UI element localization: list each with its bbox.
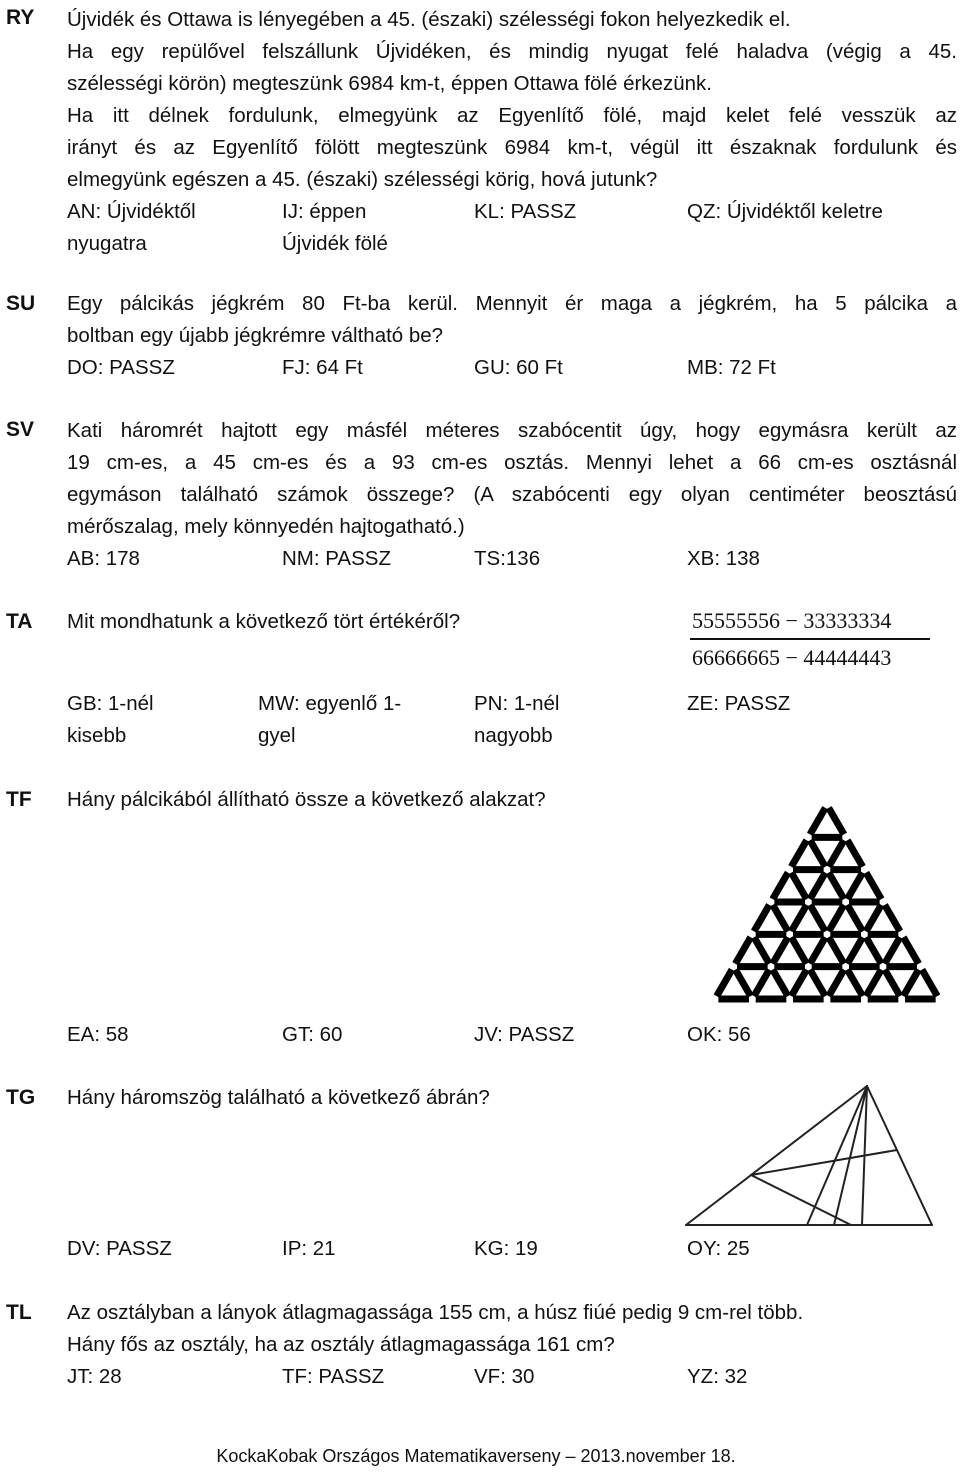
answer-option-jv: JV: PASSZ <box>474 1023 575 1046</box>
question-text-line: boltban egy újabb jégkrémre váltható be? <box>67 324 444 347</box>
answer-option-gb: GB: 1-nél <box>67 692 154 715</box>
question-text-line: Hány háromszög található a következő ábrán? <box>67 1086 490 1109</box>
answer-option-do: DO: PASSZ <box>67 356 175 379</box>
answer-option-jt: JT: 28 <box>67 1365 122 1388</box>
question-text-line: szélességi körön) megteszünk 6984 km-t, éppen Ottawa fölé érkezünk. <box>67 72 712 95</box>
question-code-tg: TG <box>6 1086 36 1109</box>
question-code-tf: TF <box>6 788 32 811</box>
fraction-denominator: 66666665 − 44444443 <box>692 645 892 670</box>
answer-option-an-cont: nyugatra <box>67 232 147 255</box>
answer-option-nm: NM: PASSZ <box>282 547 391 570</box>
answer-option-xb: XB: 138 <box>687 547 760 570</box>
question-code-ry: RY <box>6 6 35 29</box>
fraction-numerator: 55555556 − 33333334 <box>692 608 892 633</box>
answer-option-ij-cont: Újvidék fölé <box>282 232 388 255</box>
answer-option-pn: PN: 1-nél <box>474 692 560 715</box>
question-text-line: Újvidék és Ottawa is lényegében a 45. (északi) szélességi fokon helyezkedik el. <box>67 8 791 31</box>
question-code-ta: TA <box>6 610 33 633</box>
answer-option-qz: QZ: Újvidéktől keletre <box>687 200 883 223</box>
answer-option-mw-cont: gyel <box>258 724 296 747</box>
figure-line <box>807 1086 867 1225</box>
answer-option-dv: DV: PASSZ <box>67 1237 172 1260</box>
question-text-line: elmegyünk egészen a 45. (északi) szélességi körig, hová jutunk? <box>67 168 658 191</box>
answer-option-ok: OK: 56 <box>687 1023 751 1046</box>
answer-option-gu: GU: 60 Ft <box>474 356 563 379</box>
answer-option-pn-cont: nagyobb <box>474 724 553 747</box>
answer-option-mw: MW: egyenlő 1- <box>258 692 402 715</box>
answer-option-kg: KG: 19 <box>474 1237 538 1260</box>
question-text-line: 19 cm-es, a 45 cm-es és a 93 cm-es osztás. Mennyi lehet a 66 cm-es osztásnál <box>67 451 957 474</box>
figure-line <box>751 1175 851 1225</box>
question-text-line: Az osztályban a lányok átlagmagassága 155 cm, a húsz fiúé pedig 9 cm-rel több. <box>67 1301 804 1324</box>
question-text-line: Kati háromrét hajtott egy másfél méteres szabócentit úgy, hogy egymásra került az <box>67 419 957 442</box>
question-text-line: egymáson található számok összege? (A szabócenti egy olyan centiméter beosztású <box>67 483 957 506</box>
answer-option-fj: FJ: 64 Ft <box>282 356 363 379</box>
answer-option-gt: GT: 60 <box>282 1023 343 1046</box>
answer-option-tf: TF: PASSZ <box>282 1365 385 1388</box>
page-footer: KockaKobak Országos Matematikaverseny – 2013.november 18. <box>216 1446 736 1466</box>
question-text-line: Ha itt délnek fordulunk, elmegyünk az Egyenlítő fölé, majd kelet felé vesszük az <box>67 104 957 127</box>
answer-option-oy: OY: 25 <box>687 1237 750 1260</box>
question-text-line: mérőszalag, mely könnyedén hajtogatható.) <box>67 515 465 538</box>
question-text-line: irányt és az Egyenlítő fölött megteszünk 6984 km-t, végül itt északnak fordulunk és <box>67 136 957 159</box>
answer-option-ab: AB: 178 <box>67 547 140 570</box>
question-code-tl: TL <box>6 1301 32 1324</box>
figure-line <box>867 1086 932 1225</box>
question-text-line: Hány fős az osztály, ha az osztály átlagmagassága 161 cm? <box>67 1333 615 1356</box>
answer-option-ze: ZE: PASSZ <box>687 692 791 715</box>
answer-option-yz: YZ: 32 <box>687 1365 748 1388</box>
answer-option-vf: VF: 30 <box>474 1365 535 1388</box>
question-code-sv: SV <box>6 418 35 441</box>
question-code-su: SU <box>6 292 36 315</box>
figure-line <box>751 1150 897 1175</box>
answer-option-ip: IP: 21 <box>282 1237 336 1260</box>
question-text-line: Ha egy repülővel felszállunk Újvidéken, és mindig nyugat felé haladva (végig a 45. <box>67 40 957 63</box>
answer-option-ts: TS:136 <box>474 547 541 570</box>
question-text-line: Mit mondhatunk a következő tört értékéről? <box>67 610 461 633</box>
answer-option-mb: MB: 72 Ft <box>687 356 776 379</box>
answer-option-kl: KL: PASSZ <box>474 200 577 223</box>
answer-option-gb-cont: kisebb <box>67 724 127 747</box>
question-text-line: Egy pálcikás jégkrém 80 Ft-ba kerül. Mennyit ér maga a jégkrém, ha 5 pálcika a <box>67 292 957 315</box>
answer-option-ij: IJ: éppen <box>282 200 367 223</box>
answer-option-an: AN: Újvidéktől <box>67 200 196 223</box>
answer-option-ea: EA: 58 <box>67 1023 129 1046</box>
question-text-line: Hány pálcikából állítható össze a következő alakzat? <box>67 788 546 811</box>
